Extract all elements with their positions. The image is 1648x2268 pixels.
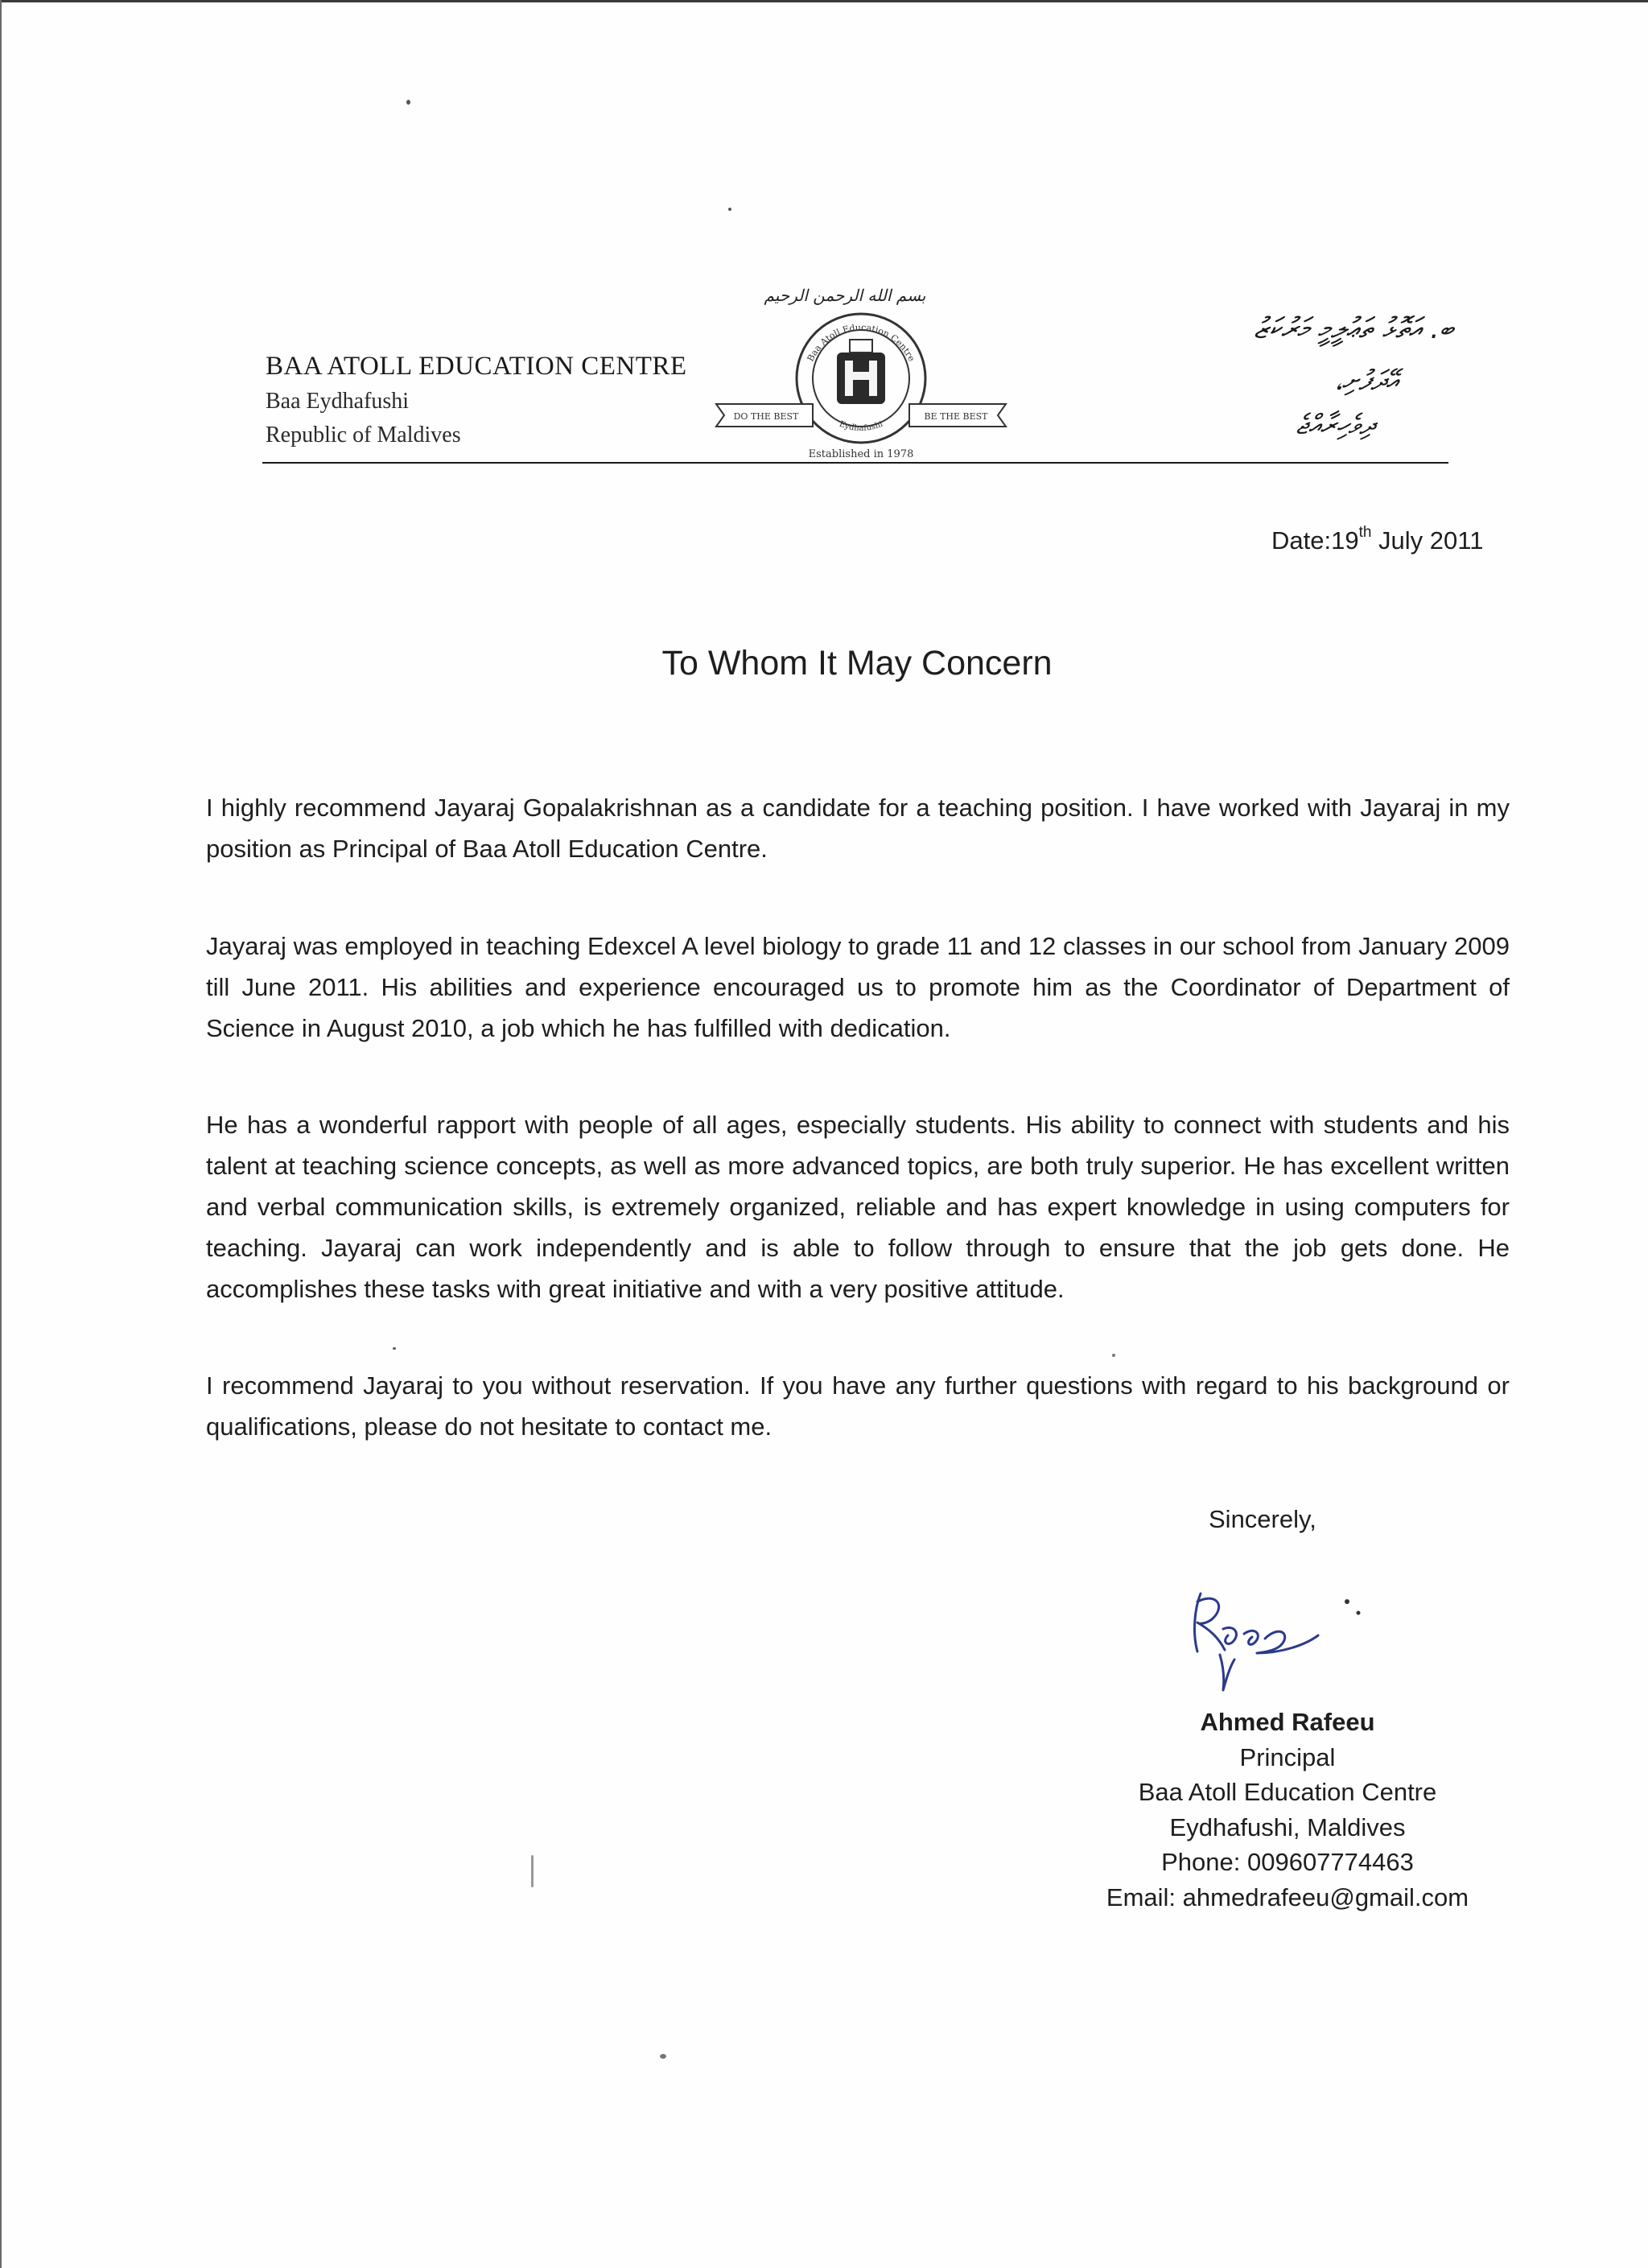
closing-salutation: Sincerely, [1209, 1505, 1316, 1533]
established-text: Established in 1978 [808, 448, 914, 460]
bismillah-calligraphy: بسم الله الرحمن الرحيم [764, 286, 926, 305]
scan-speck [393, 1347, 396, 1350]
thaana-location: އޭދަފުށި، [1335, 365, 1399, 397]
school-location: Baa Eydhafushi [266, 389, 410, 414]
scan-speck [728, 208, 731, 211]
scan-speck [660, 2054, 666, 2059]
banner-right-text: BE THE BEST [924, 411, 988, 422]
handwritten-signature [1176, 1577, 1386, 1698]
signatory-address: Eydhafushi, Maldives [1169, 1812, 1406, 1841]
letter-date [1271, 523, 1484, 555]
date-month-year: July 2011 [1371, 526, 1484, 555]
banner-left-text: DO THE BEST [733, 411, 799, 422]
date-day: Date:19 [1271, 526, 1359, 555]
school-name: BAA ATOLL EDUCATION CENTRE [266, 352, 687, 381]
scan-edge-top [0, 0, 1648, 2]
thaana-school-name: ބ. އަތޮޅު ތަޢުލީމީ މަރުކަޒު [1254, 312, 1453, 345]
signatory-email: Email: ahmedrafeeu@gmail.com [1106, 1882, 1469, 1911]
paragraph-introduction: I highly recommend Jayaraj Gopalakrishnan as a candidate for a teaching position. I have worked with Jayaraj in my position as Principal of Baa Atoll Education Centre. [206, 794, 1510, 863]
school-crest-logo [708, 282, 1014, 475]
scan-speck [531, 1855, 534, 1887]
scan-speck [406, 100, 410, 105]
signatory-organization: Baa Atoll Education Centre [1138, 1778, 1437, 1806]
signatory-block [1046, 1705, 1529, 1915]
signatory-title: Principal [1239, 1742, 1336, 1771]
paragraph-recommendation: I recommend Jayaraj to you without reservation. If you have any further questions with regard to his background or qualifications, please do not hesitate to contact me. [206, 1371, 1510, 1441]
signatory-name: Ahmed Rafeeu [1200, 1708, 1375, 1736]
paragraph-employment: Jayaraj was employed in teaching Edexcel A level biology to grade 11 and 12 classes in our school from January 2009 till June 2011. His abilities and experience encouraged us to promote him as the Coordinator of Department of Science in August 2010, a job which he has fulfilled with dedication. [206, 932, 1510, 1042]
scan-speck [1112, 1354, 1115, 1357]
date-ordinal: th [1358, 523, 1372, 541]
school-country: Republic of Maldives [266, 423, 461, 447]
crest-ring-text: Baa Atoll Education Centre [805, 322, 917, 364]
scan-edge-left [0, 0, 2, 2268]
signatory-phone: Phone: 009607774463 [1161, 1848, 1414, 1876]
paragraph-qualities: He has a wonderful rapport with people of all ages, especially students. His ability to connect with students and his talent at teaching science concepts, as well as more advanced topics, are both truly superior. He has excellent written and verbal communication skills, is extremely organized, reliable and has expert knowledge in using computers for teaching. Jayaraj can work independently and is able to follow through to ensure that the job gets done. He accomplishes these tasks with great initiative and with a very positive attitude. [206, 1111, 1510, 1303]
letter-subject: To Whom It May Concern [661, 644, 1053, 682]
letterhead-divider [262, 462, 1448, 464]
letterhead-address [266, 348, 687, 452]
crest-ring-bottom-text: Eydhafushi [838, 419, 884, 433]
thaana-country: ދިވެހިރާއްޖެ [1296, 409, 1374, 441]
